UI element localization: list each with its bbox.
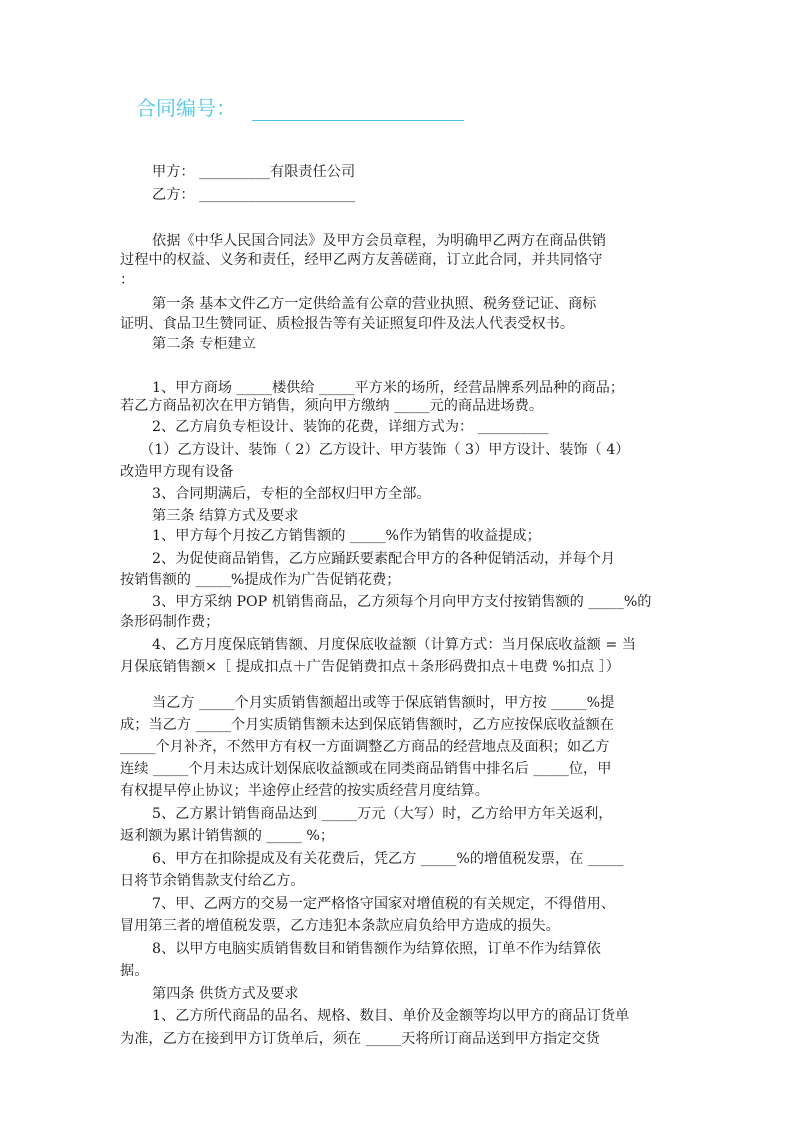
body-line: 3、合同期满后，专柜的全部权归甲方全部。	[152, 486, 431, 502]
section-heading: 第三条 结算方式及要求	[152, 508, 299, 524]
party-a: 甲方： __________有限责任公司	[152, 164, 356, 180]
body-line: 成；当乙方 _____个月实质销售额未达到保底销售额时，乙方应按保底收益额在	[120, 717, 614, 733]
body-line: 2、为促使商品销售，乙方应踊跃要素配合甲方的各种促销活动，并每个月	[152, 551, 616, 567]
body-line: 据。	[120, 963, 149, 979]
body-line: 按销售额的 _____%提成作为广告促销花费；	[120, 572, 401, 588]
section-heading: 第四条 供货方式及要求	[152, 986, 299, 1002]
body-line: 5、乙方累计销售商品达到 _____万元（大写）时，乙方给甲方年关返利，	[152, 806, 613, 822]
body-line: 月保底销售额×［ 提成扣点＋广告促销费扣点＋条形码费扣点＋电费 %扣点 ］）	[120, 659, 620, 675]
body-line: 依据《中华人民国合同法》及甲方会员章程，为明确甲乙两方在商品供销	[152, 233, 607, 249]
body-line: 1、甲方每个月按乙方销售额的 _____%作为销售的收益提成；	[152, 528, 541, 544]
body-line: 冒用第三者的增值税发票，乙方违犯本条款应肩负给甲方造成的损失。	[120, 918, 560, 934]
body-line: 8、以甲方电脑实质销售数目和销售额作为结算依照，订单不作为结算依	[152, 941, 601, 957]
contract-number	[136, 92, 464, 121]
body-line: 4、乙方月度保底销售额、月度保底收益额（计算方式：当月保底收益额 = 当	[152, 637, 636, 653]
body-line: ：	[120, 272, 135, 288]
body-line: 第一条 基本文件乙方一定供给盖有公章的营业执照、税务登记证、商标	[152, 296, 597, 312]
contract-number-label: 合同编号：	[136, 96, 236, 120]
contract-number-blank	[252, 100, 464, 121]
body-line: 若乙方商品初次在甲方销售，须向甲方缴纳 _____元的商品进场费。	[120, 398, 544, 414]
body-line: 为准，乙方在接到甲方订货单后，须在 _____天将所订商品送到甲方指定交货	[120, 1031, 600, 1047]
body-line: 有权提早停止协议；半途停止经营的按实质经营月度结算。	[120, 783, 489, 799]
body-line: 连续 _____个月未达成计划保底收益额或在同类商品销售中排名后 _____位，甲	[120, 761, 612, 777]
body-line: 返利额为累计销售额的 _____ %；	[120, 828, 335, 844]
body-line: 当乙方 _____个月实质销售额超出或等于保底销售额时，甲方按 _____%提	[152, 695, 615, 711]
body-line: 1、甲方商场 _____楼供给 _____平方米的场所，经营品牌系列品种的商品；	[152, 380, 625, 396]
body-line: 6、甲方在扣除提成及有关花费后，凭乙方 _____%的增值税发票，在 _____	[152, 851, 624, 867]
section-heading: 第二条 专柜建立	[152, 336, 256, 352]
body-line: 1、乙方所代商品的品名、规格、数目、单价及金额等均以甲方的商品订货单	[152, 1008, 630, 1024]
body-line: 证明、食品卫生赞同证、质检报告等有关证照复印件及法人代表受权书。	[120, 316, 575, 332]
body-line: 条形码制作费；	[120, 614, 220, 630]
body-line: 7、甲、乙两方的交易一定严格恪守国家对增值税的有关规定，不得借用、	[152, 896, 616, 912]
body-line: （1）乙方设计、装饰（ 2）乙方设计、甲方装饰（ 3）甲方设计、装饰（ 4）	[140, 442, 630, 458]
body-line: 2、乙方肩负专柜设计、装饰的花费，详细方式为： __________	[152, 419, 549, 435]
body-line: 3、甲方采纳 POP 机销售商品，乙方须每个月向甲方支付按销售额的 _____%的	[152, 594, 652, 610]
body-line: 改造甲方现有设备	[120, 464, 234, 480]
body-line: 过程中的权益、义务和责任，经甲乙两方友善磋商，订立此合同，并共同恪守	[120, 252, 603, 268]
party-b: 乙方： ______________________	[152, 187, 356, 203]
body-line: _____个月补齐，不然甲方有权一方面调整乙方商品的经营地点及面积；如乙方	[120, 739, 610, 755]
body-line: 日将节余销售款支付给乙方。	[120, 873, 305, 889]
